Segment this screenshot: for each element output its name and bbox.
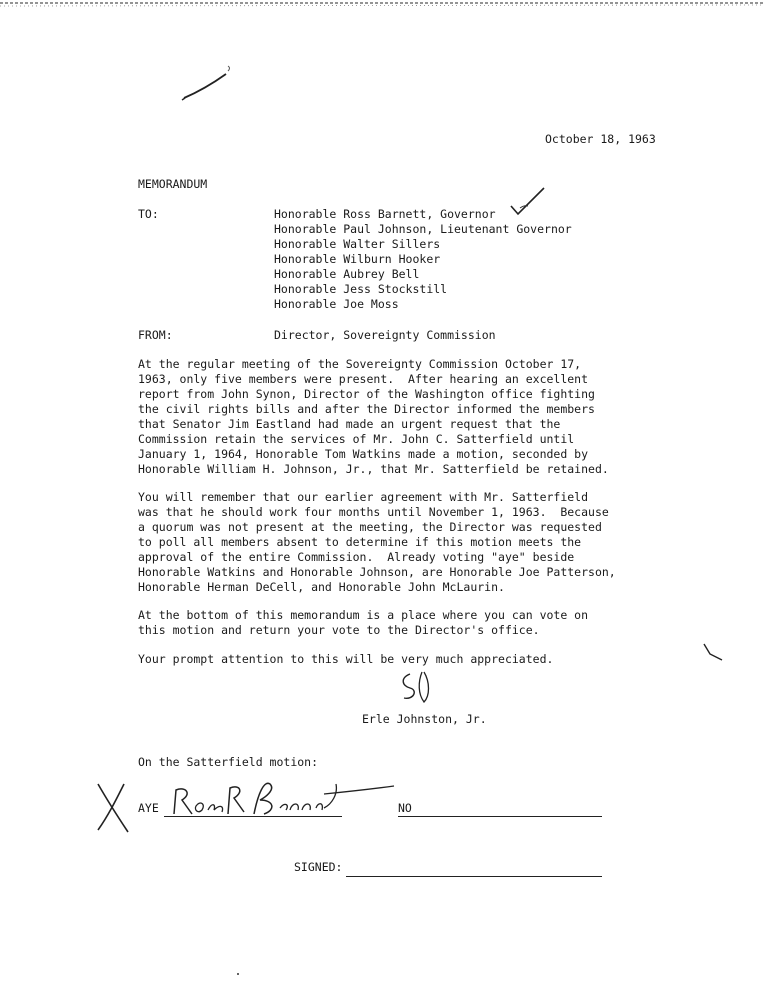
from-value: Director, Sovereignty Commission	[274, 328, 496, 342]
handwritten-signature	[164, 774, 364, 824]
recipient-line: Honorable Wilburn Hooker	[274, 252, 441, 266]
aye-label: AYE	[138, 801, 159, 815]
recipient-line: Honorable Paul Johnson, Lieutenant Governor	[274, 222, 572, 236]
motion-label: On the Satterfield motion:	[138, 755, 319, 769]
signed-label: SIGNED:	[294, 860, 343, 874]
body-line: Honorable Herman DeCell, and Honorable John McLaurin.	[138, 580, 505, 594]
body-line: that Senator Jim Eastland had made an urgent request that the	[138, 417, 561, 431]
recipient-line: Honorable Joe Moss	[274, 297, 399, 311]
initials-signature	[396, 668, 440, 708]
recipient-line: Honorable Jess Stockstill	[274, 282, 448, 296]
recipient-line: Honorable Walter Sillers	[274, 237, 441, 251]
body-line: Your prompt attention to this will be very much appreciated.	[138, 652, 554, 666]
body-paragraph-4	[138, 652, 663, 667]
body-line: 1963, only five members were present. After hearing an excellent	[138, 372, 589, 386]
body-line: At the bottom of this memorandum is a place where you can vote on	[138, 608, 589, 622]
no-label: NO	[398, 801, 412, 815]
body-paragraph-1	[138, 357, 663, 477]
recipient-line: Honorable Aubrey Bell	[274, 267, 420, 281]
pen-stroke-mark	[180, 62, 240, 104]
memo-heading: MEMORANDUM	[138, 177, 208, 191]
body-line: a quorum was not present at the meeting, the Director was requested	[138, 520, 602, 534]
x-mark	[92, 780, 132, 836]
memo-date: October 18, 1963	[545, 132, 656, 146]
body-line: Honorable William H. Johnson, Jr., that Mr. Satterfield be retained.	[138, 462, 609, 476]
body-line: the civil rights bills and after the Director informed the members	[138, 402, 595, 416]
body-line: January 1, 1964, Honorable Tom Watkins made a motion, seconded by	[138, 447, 589, 461]
no-vote-line[interactable]	[398, 816, 602, 817]
body-paragraph-3	[138, 608, 663, 638]
scan-top-border	[0, 0, 763, 10]
signed-signature-line[interactable]	[346, 876, 602, 877]
body-line: At the regular meeting of the Sovereignty Commission October 17,	[138, 357, 582, 371]
body-line: report from John Synon, Director of the Washington office fighting	[138, 387, 595, 401]
recipient-line: Honorable Ross Barnett, Governor	[274, 207, 496, 221]
body-line: Commission retain the services of Mr. John C. Satterfield until	[138, 432, 575, 446]
body-line: was that he should work four months until November 1, 1963. Because	[138, 505, 609, 519]
from-label: FROM:	[138, 328, 173, 342]
margin-tick-mark	[702, 642, 726, 662]
check-mark-icon	[508, 186, 548, 220]
to-label: TO:	[138, 207, 159, 221]
body-line: this motion and return your vote to the Director's office.	[138, 623, 540, 637]
scan-speck	[236, 972, 240, 976]
body-line: Honorable Watkins and Honorable Johnson, are Honorable Joe Patterson,	[138, 565, 616, 579]
body-line: to poll all members absent to determine if this motion meets the	[138, 535, 582, 549]
body-paragraph-2	[138, 490, 663, 595]
body-line: You will remember that our earlier agreement with Mr. Satterfield	[138, 490, 589, 504]
signer-name: Erle Johnston, Jr.	[362, 712, 487, 726]
recipient-list	[274, 207, 572, 312]
body-line: approval of the entire Commission. Already voting "aye" beside	[138, 550, 575, 564]
